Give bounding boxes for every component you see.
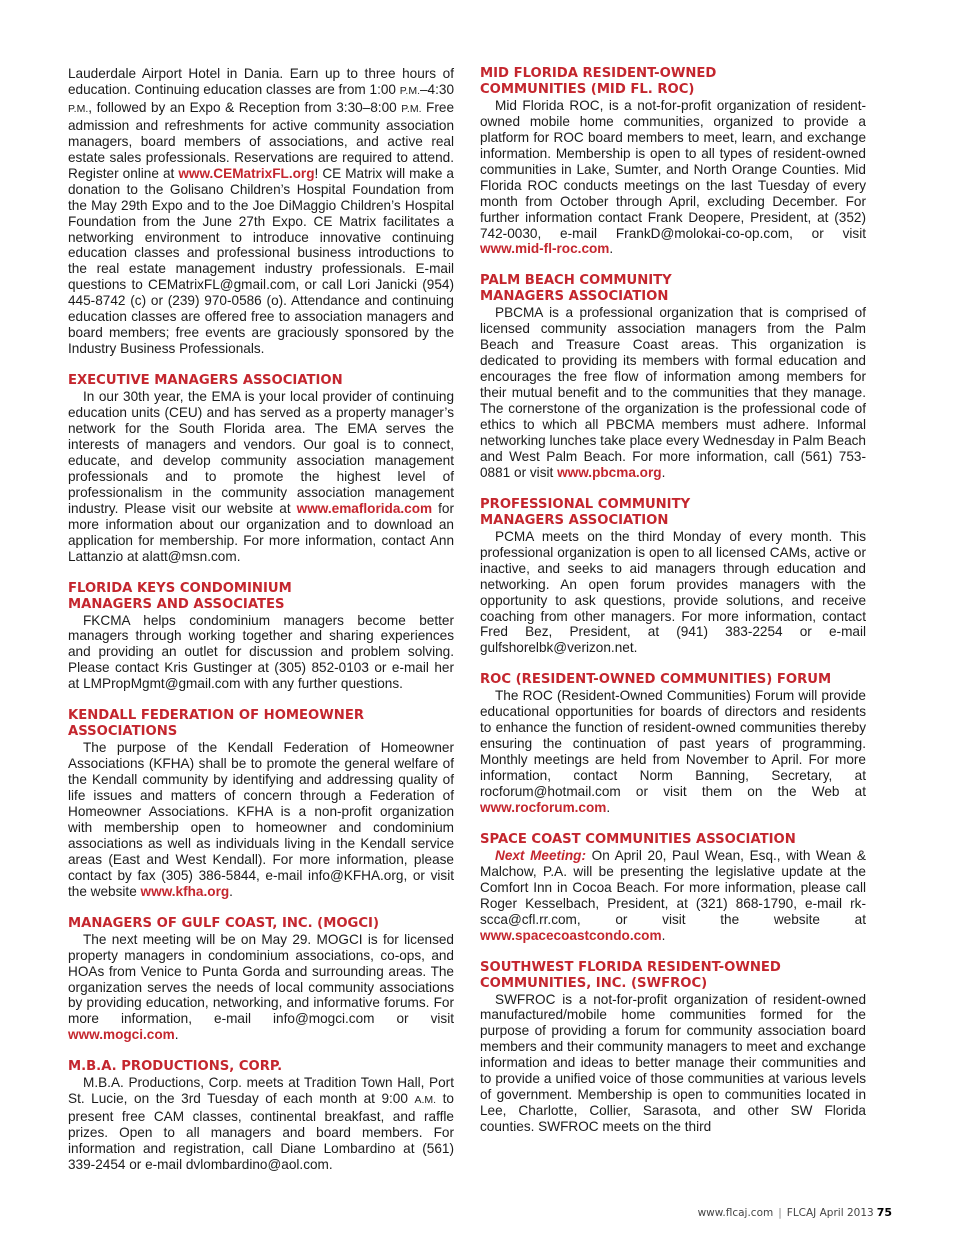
heading-line: MANAGERS ASSOCIATION — [480, 512, 669, 528]
heading-line: PALM BEACH COMMUNITY — [480, 273, 672, 289]
body-text: –4:30 — [419, 81, 455, 97]
body-text: . — [609, 241, 614, 257]
midfl-body — [480, 98, 866, 258]
midfl-link[interactable]: www.mid-fl-roc.com — [480, 241, 610, 257]
body-text: The purpose of the Kendall Federation of Homeowner Associations (KFHA) shall be to promote the general welfare of the Kendall community by identifying and addressing quality of life issues and matters of concern through a Federation of Homeowner Associations. KFHA is a non-profit organization with membership open to homeowner and condominium associations as well as individuals living in the Kendall service areas (East and West Kendall). For more information, please contact by fax (305) 386-5844, e-mail info@KFHA.org, or visit the website — [68, 740, 454, 899]
scca-link[interactable]: www.spacecoastcondo.com — [480, 927, 662, 943]
body-text: . — [174, 1027, 179, 1043]
body-text: . — [661, 927, 666, 943]
footer-separator: | — [778, 1207, 782, 1219]
kfha-link[interactable]: www.kfha.org — [140, 883, 230, 899]
scca-body — [480, 848, 866, 944]
body-text: PBCMA is a professional organization that is comprised of licensed community association managers from the Palm Beach and Treasure Coast areas. This organization is dedicated to providing its members with formal education and encourages the free flow of information among members for their mutual benefit and to the communities that they manage. The cornerstone of the organization is the professional code of ethics to which all PBCMA members must adhere. Informal networking lunches take place every Wednesday in Palm Beach and West Palm Beach. For more information, call (561) 753-0881 or visit — [480, 305, 866, 480]
section-pbcma — [480, 273, 866, 480]
section-ema — [68, 373, 454, 564]
section-roc-forum — [480, 672, 866, 816]
roc-link[interactable]: www.rocforum.com — [480, 799, 607, 815]
body-text: In our 30th year, the EMA is your local provider of continuing education units (CEU) and has served as a property manager’s network for the South Florida area. The EMA serves the interests of managers and vendors. Our goal is to connect, educate, and develop community association management professionals and to promote the highest level of professionalism in the community association management industry. Please visit our website at — [68, 389, 454, 516]
section-heading — [480, 960, 866, 992]
body-text: . — [229, 883, 233, 899]
body-text: for more information about our organization and to download an application for membership. For more information, contact Ann Lattanzio at alatt@msn.com. — [68, 500, 455, 564]
body-text: The ROC (Resident-Owned Communities) Forum will provide educational opportunities for boards of directors and residents to enhance the function of resident-owned communities thereby ensuring the continuation of past years of programming. Monthly meetings are held from November to April. For more information, contact Norm Banning, Secretary, at rocforum@hotmail.com or visit them on the Web at — [480, 688, 866, 800]
section-mogci — [68, 916, 454, 1044]
ema-body — [68, 389, 454, 564]
section-mid-fl-roc — [480, 66, 866, 257]
pbcma-link[interactable]: www.pbcma.org — [557, 464, 662, 480]
heading-line: FLORIDA KEYS CONDOMINIUM — [68, 580, 292, 596]
left-column — [68, 66, 454, 1189]
body-text: On April 20, Paul Wean, Esq., with Wean & Malchow, P.A. will be presenting the legislative update at the Comfort Inn in Cocoa Beach. For more information, please call Roger Kesselbach, President, at (321) 868-1790, e-mail rk-scca@cfl.rr.com, or visit the website at — [480, 847, 867, 927]
body-text: Mid Florida ROC, is a not-for-profit organization of resident-owned mobile home communities, organized to provide a platform for ROC board members to meet, learn, and exchange information. Membership is open to all types of resident-owned communities in Lake, Sumter, and North Orange Counties. Mid Florida ROC conducts meetings on the last Tuesday of every month from October through April, excluding December. For further information contact Frank Deopere, President, at (352) 742-0030, e-mail FrankD@molokai-co-op.com, or visit — [480, 97, 866, 241]
kfha-body — [68, 740, 454, 900]
heading-line: PROFESSIONAL COMMUNITY — [480, 496, 691, 512]
footer-site[interactable]: www.flcaj.com — [697, 1207, 774, 1219]
roc-body — [480, 688, 866, 816]
ce-matrix-body — [68, 66, 454, 357]
body-text: . — [606, 799, 611, 815]
body-text: Lauderdale Airport Hotel in Dania. Earn up to three hours of education. Continuing education classes are from 1:00 — [68, 66, 454, 97]
section-heading: KENDALL FEDERATION OF HOMEOWNER ASSOCIATIONS — [68, 708, 365, 740]
section-heading — [68, 581, 454, 613]
page-footer — [698, 1206, 892, 1219]
section-kfha — [68, 708, 454, 899]
time-suffix: P.M. — [68, 102, 89, 115]
body-text: to present free CAM classes, continental breakfast, and raffle prizes. Open to all managers and board members. For information and registration, call Diane Lombardino at (561) 339-2454 or e-mail dvlombardino@aol.com. — [68, 1091, 454, 1173]
next-meeting-label: Next Meeting: — [495, 847, 586, 863]
section-heading: ROC (RESIDENT-OWNED COMMUNITIES) FORUM — [480, 672, 832, 688]
ema-link[interactable]: www.emaflorida.com — [296, 500, 433, 516]
body-text: The next meeting will be on May 29. MOGCI is for licensed property managers in condominium associations, co-ops, and HOAs from Venice to Punta Gorda and surrounding areas. The organization serves the needs of local community associations by providing education, networking, and informative forums. For more information, e-mail info@mogci.com or visit — [68, 931, 454, 1027]
body-text: . — [661, 464, 666, 480]
section-heading — [480, 66, 866, 98]
heading-line: MID FLORIDA RESIDENT-OWNED — [480, 66, 717, 81]
fkcma-body: FKCMA helps condominium managers become better managers through working together and sharing experiences and providing an outlet for discussion and problem solving. Please contact Kris Gustinger at (305) 852-0103 or e-mail her at LMPropMgmt@gmail.com with any further questions. — [68, 612, 454, 692]
pbcma-body — [480, 305, 866, 480]
time-suffix: P.M. — [401, 102, 422, 115]
cematrix-link[interactable]: www.CEMatrixFL.org — [178, 165, 315, 181]
section-swfroc — [480, 960, 866, 1135]
mogci-link[interactable]: www.mogci.com — [68, 1027, 175, 1043]
section-mba — [68, 1059, 454, 1173]
section-fkcma — [68, 581, 454, 693]
heading-line: MANAGERS AND ASSOCIATES — [68, 596, 285, 612]
body-text: Free admission and refreshments for active community association managers, board members of associations, and active real estate sales professionals. Reservations are required to attend. Register online at — [68, 99, 455, 181]
mba-body — [68, 1075, 454, 1173]
pcma-body: PCMA meets on the third Monday of every month. This professional organization is open to all licensed CAMs, active or inactive, and seeks to aid managers through education and networking. An open forum provides managers with the opportunity to ask questions, provide solutions, and receive coaching from other managers. For more information, contact Fred Bez, President, at (941) 383-2254 or e-mail gulfshorelbk@verizon.net. — [480, 528, 866, 656]
heading-line: SOUTHWEST FLORIDA RESIDENT-OWNED — [480, 959, 781, 975]
section-heading — [480, 273, 866, 305]
heading-line: MANAGERS ASSOCIATION — [480, 289, 669, 305]
section-heading — [480, 497, 866, 529]
time-suffix: P.M. — [399, 84, 420, 97]
swfroc-body: SWFROC is a not-for-profit organization of resident-owned manufactured/mobile home communities formed for the purpose of providing a forum for community association board members and their community managers to meet and exchange information and ideas to better manage their communities and to provide a unified voice of those communities at various levels of government. Membership is open to communities located in Lee, Charlotte, Collier, Sarasota, and other SW Florida counties. SWFROC meets on the third — [480, 991, 866, 1135]
heading-line: COMMUNITIES, INC. (SWFROC) — [480, 975, 708, 991]
time-suffix: A.M. — [414, 1094, 437, 1107]
section-pcma — [480, 497, 866, 657]
section-heading: SPACE COAST COMMUNITIES ASSOCIATION — [480, 831, 796, 847]
right-column — [480, 66, 866, 1151]
body-text: , followed by an Expo & Reception from 3:30–8:00 — [88, 99, 402, 115]
body-text: M.B.A. Productions, Corp. meets at Tradition Town Hall, Port St. Lucie, on the 3rd Tuesday of each month at 9:00 — [68, 1075, 454, 1107]
section-scca — [480, 832, 866, 944]
footer-issue: FLCAJ April 2013 — [786, 1207, 874, 1219]
page-number: 75 — [876, 1206, 892, 1219]
section-heading: MANAGERS OF GULF COAST, INC. (MOGCI) — [68, 915, 379, 931]
body-text: ! CE Matrix will make a donation to the Golisano Children’s Hospital Foundation from the May 29th Expo and to the Joe DiMaggio Children’s Hospital Foundation from the June 27th Expo. CE Matrix facilitates a networking environment to introduce innovative continuing education classes and professional business introductions to the real estate management industry professionals. E-mail questions to CEMatrixFL@gmail.com, or call Lori Janicki (954) 445-8742 (c) or (239) 970-0586 (o). Attendance and continuing education classes are offered free to association managers and board members; free events are graciously sponsored by the Industry Business Professionals. — [68, 165, 454, 357]
mogci-body — [68, 932, 454, 1044]
section-ce-matrix — [68, 66, 454, 357]
heading-line: COMMUNITIES (MID FL. ROC) — [480, 81, 695, 97]
section-heading: M.B.A. PRODUCTIONS, CORP. — [68, 1059, 283, 1075]
section-heading: EXECUTIVE MANAGERS ASSOCIATION — [68, 373, 343, 389]
